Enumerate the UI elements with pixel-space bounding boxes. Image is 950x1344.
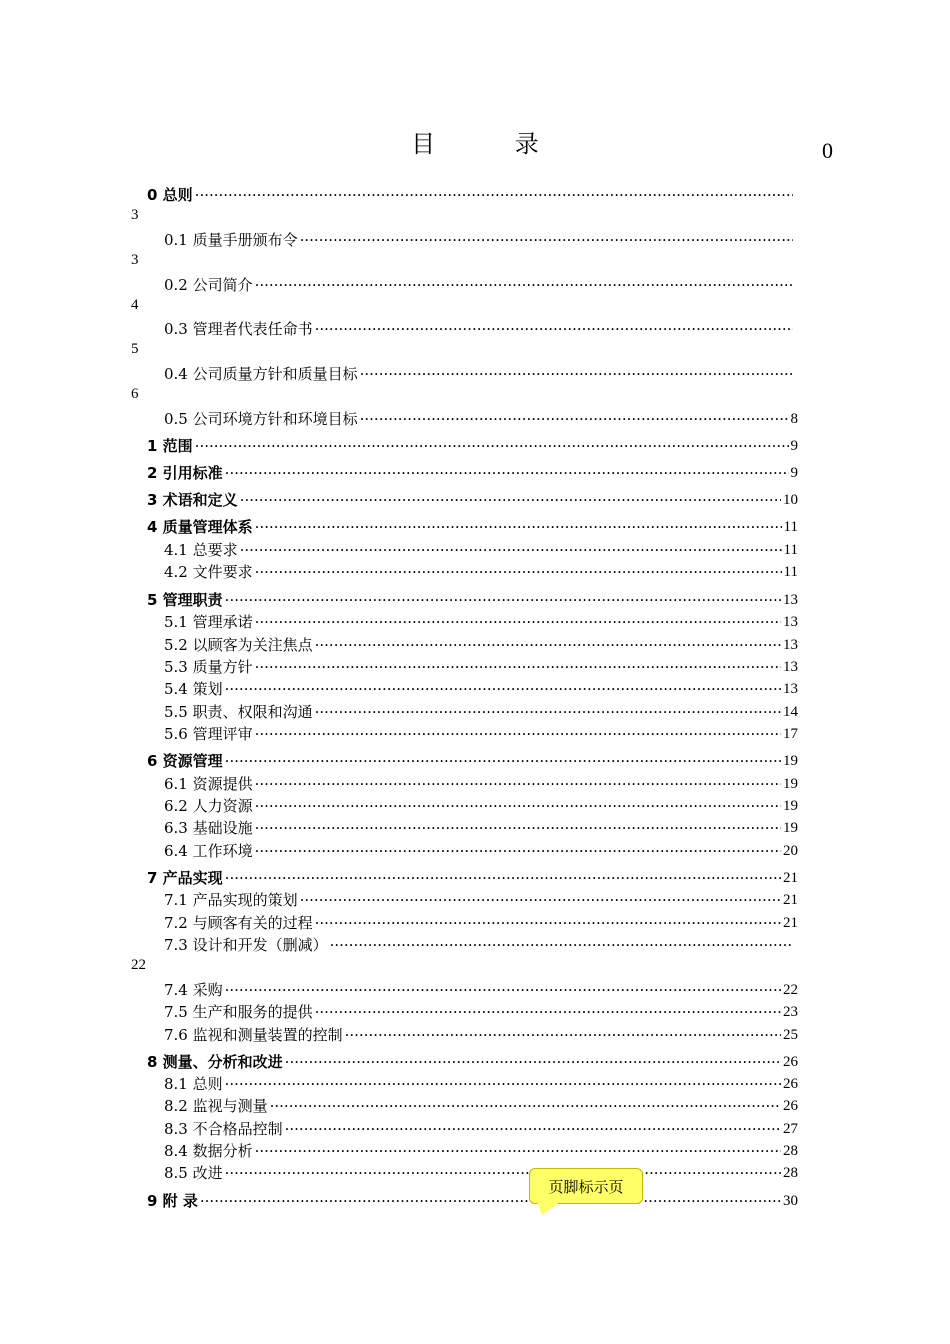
toc-dot-leader bbox=[255, 275, 793, 295]
toc-entry[interactable] bbox=[164, 1074, 798, 1094]
toc-entry-page: 3 bbox=[131, 207, 139, 223]
toc-entry-page: 11 bbox=[783, 542, 798, 558]
toc-entry[interactable] bbox=[164, 230, 795, 250]
toc-entry-label: 0.5 公司环境方针和环境目标 bbox=[164, 410, 358, 428]
toc-dot-leader bbox=[360, 364, 793, 384]
toc-entry[interactable] bbox=[164, 612, 798, 632]
toc-entry-page: 19 bbox=[783, 798, 798, 814]
toc-entry-label: 3 术语和定义 bbox=[147, 491, 238, 509]
toc-dot-leader bbox=[240, 540, 782, 560]
toc-entry-page: 13 bbox=[783, 637, 798, 653]
toc-entry-label: 7.6 监视和测量装置的控制 bbox=[164, 1026, 343, 1044]
toc-entry[interactable] bbox=[147, 590, 798, 610]
toc-dot-leader bbox=[200, 1191, 781, 1211]
toc-entry[interactable] bbox=[164, 1002, 798, 1022]
toc-entry[interactable] bbox=[164, 774, 798, 794]
toc-entry-page: 13 bbox=[783, 659, 798, 675]
toc-entry-page: 17 bbox=[783, 726, 798, 742]
toc-dot-leader bbox=[315, 319, 793, 339]
toc-entry[interactable] bbox=[164, 818, 798, 838]
toc-dot-leader bbox=[255, 1141, 781, 1161]
toc-dot-leader bbox=[240, 490, 781, 510]
toc-entry[interactable] bbox=[164, 1096, 798, 1116]
toc-entry[interactable] bbox=[164, 409, 798, 429]
toc-entry-label: 8.4 数据分析 bbox=[164, 1142, 253, 1160]
toc-entry[interactable] bbox=[147, 517, 798, 537]
toc-entry-page: 8 bbox=[790, 411, 798, 427]
toc-dot-leader bbox=[225, 751, 781, 771]
toc-entry[interactable] bbox=[164, 562, 798, 582]
toc-entry-label: 6 资源管理 bbox=[147, 752, 223, 770]
toc-entry-label: 0.3 管理者代表任命书 bbox=[164, 320, 313, 338]
toc-entry-label: 7.5 生产和服务的提供 bbox=[164, 1003, 313, 1021]
toc-entry[interactable] bbox=[147, 1191, 798, 1211]
toc-entry-label: 8 测量、分析和改进 bbox=[147, 1053, 283, 1071]
toc-dot-leader bbox=[285, 1119, 781, 1139]
toc-entry[interactable] bbox=[164, 635, 798, 655]
toc-entry-label: 4 质量管理体系 bbox=[147, 518, 253, 536]
toc-entry-label: 6.1 资源提供 bbox=[164, 775, 253, 793]
toc-entry-label: 8.1 总则 bbox=[164, 1075, 223, 1093]
toc-entry-page: 9 bbox=[790, 465, 798, 481]
toc-dot-leader bbox=[195, 436, 789, 456]
toc-entry[interactable] bbox=[164, 319, 795, 339]
toc-dot-leader bbox=[345, 1025, 781, 1045]
toc-dot-leader bbox=[300, 890, 781, 910]
toc-entry[interactable] bbox=[147, 463, 798, 483]
toc-entry[interactable] bbox=[164, 1119, 798, 1139]
callout-tail bbox=[536, 1199, 564, 1215]
toc-entry-label: 7.1 产品实现的策划 bbox=[164, 891, 298, 909]
toc-dot-leader bbox=[300, 230, 793, 250]
toc-entry-page: 28 bbox=[783, 1143, 798, 1159]
toc-entry-label: 8.2 监视与测量 bbox=[164, 1097, 268, 1115]
toc-dot-leader bbox=[195, 185, 793, 205]
toc-entry[interactable] bbox=[164, 1141, 798, 1161]
toc-entry[interactable] bbox=[147, 1052, 798, 1072]
toc-dot-leader bbox=[225, 980, 781, 1000]
toc-entry-page: 13 bbox=[783, 681, 798, 697]
toc-dot-leader bbox=[315, 635, 781, 655]
toc-entry-page: 19 bbox=[783, 820, 798, 836]
toc-dot-leader bbox=[225, 679, 781, 699]
toc-entry[interactable] bbox=[164, 913, 798, 933]
toc-entry-label: 0.4 公司质量方针和质量目标 bbox=[164, 365, 358, 383]
toc-dot-leader bbox=[255, 796, 781, 816]
toc-dot-leader bbox=[255, 612, 781, 632]
toc-entry-page: 4 bbox=[131, 297, 139, 313]
toc-dot-leader bbox=[315, 1002, 781, 1022]
page-title: 目 录 bbox=[411, 130, 575, 158]
toc-entry-page: 14 bbox=[783, 704, 798, 720]
toc-entry-page: 20 bbox=[783, 843, 798, 859]
toc-entry-page: 28 bbox=[783, 1165, 798, 1181]
toc-entry-page: 13 bbox=[783, 592, 798, 608]
toc-dot-leader bbox=[255, 818, 781, 838]
toc-entry-label: 0.1 质量手册颁布令 bbox=[164, 231, 298, 249]
toc-dot-leader bbox=[330, 935, 793, 955]
toc-dot-leader bbox=[225, 1163, 781, 1183]
toc-entry[interactable] bbox=[164, 679, 798, 699]
toc-dot-leader bbox=[255, 774, 781, 794]
toc-entry[interactable] bbox=[147, 490, 798, 510]
toc-dot-leader bbox=[315, 913, 781, 933]
toc-entry[interactable] bbox=[147, 185, 795, 205]
toc-entry-label: 7 产品实现 bbox=[147, 869, 223, 887]
toc-entry[interactable] bbox=[164, 841, 798, 861]
toc-entry-label: 5 管理职责 bbox=[147, 591, 223, 609]
toc-entry-label: 0.2 公司简介 bbox=[164, 276, 253, 294]
toc-entry-page: 25 bbox=[783, 1027, 798, 1043]
toc-entry-label: 5.4 策划 bbox=[164, 680, 223, 698]
toc-entry[interactable] bbox=[164, 364, 795, 384]
toc-dot-leader bbox=[255, 517, 782, 537]
toc-entry[interactable] bbox=[164, 935, 795, 955]
toc-entry[interactable] bbox=[147, 868, 798, 888]
toc-entry-label: 7.4 采购 bbox=[164, 981, 223, 999]
toc-entry-page: 23 bbox=[783, 1004, 798, 1020]
page-number: 0 bbox=[822, 138, 833, 163]
toc-entry-label: 5.3 质量方针 bbox=[164, 658, 253, 676]
toc-entry-page: 19 bbox=[783, 776, 798, 792]
toc-entry-label: 7.3 设计和开发（删减） bbox=[164, 936, 328, 954]
toc-entry-page: 30 bbox=[783, 1193, 798, 1209]
toc-dot-leader bbox=[225, 868, 781, 888]
toc-entry[interactable] bbox=[164, 1025, 798, 1045]
toc-entry[interactable] bbox=[164, 890, 798, 910]
toc-entry[interactable] bbox=[164, 980, 798, 1000]
toc-entry-label: 0 总则 bbox=[147, 186, 193, 204]
toc-entry-page: 6 bbox=[131, 386, 139, 402]
toc-dot-leader bbox=[315, 702, 781, 722]
footer-callout: 页脚标示页 bbox=[529, 1168, 643, 1204]
toc-entry-label: 5.6 管理评审 bbox=[164, 725, 253, 743]
toc-entry-label: 4.2 文件要求 bbox=[164, 563, 253, 581]
toc-entry-page: 21 bbox=[783, 915, 798, 931]
toc-entry[interactable] bbox=[164, 657, 798, 677]
toc-entry[interactable] bbox=[147, 751, 798, 771]
toc-entry-page: 11 bbox=[783, 519, 798, 535]
toc-entry[interactable] bbox=[164, 702, 798, 722]
toc-entry-page: 9 bbox=[790, 438, 798, 454]
toc-entry-page: 10 bbox=[783, 492, 798, 508]
toc-entry-label: 5.5 职责、权限和沟通 bbox=[164, 703, 313, 721]
toc-entry-page: 26 bbox=[783, 1098, 798, 1114]
toc-entry-label: 2 引用标准 bbox=[147, 464, 223, 482]
toc-entry-label: 6.2 人力资源 bbox=[164, 797, 253, 815]
toc-entry-page: 22 bbox=[131, 957, 146, 973]
toc-entry-page: 21 bbox=[783, 892, 798, 908]
toc-dot-leader bbox=[225, 1074, 781, 1094]
toc-dot-leader bbox=[360, 409, 789, 429]
toc-entry-page: 13 bbox=[783, 614, 798, 630]
toc-entry-label: 6.4 工作环境 bbox=[164, 842, 253, 860]
toc-entry-page: 27 bbox=[783, 1121, 798, 1137]
toc-entry[interactable] bbox=[164, 724, 798, 744]
toc-entry-page: 22 bbox=[783, 982, 798, 998]
toc-entry-page: 5 bbox=[131, 341, 139, 357]
toc-entry-label: 8.5 改进 bbox=[164, 1164, 223, 1182]
toc-entry[interactable] bbox=[164, 275, 795, 295]
toc-dot-leader bbox=[255, 657, 781, 677]
toc-entry[interactable] bbox=[164, 540, 798, 560]
toc-dot-leader bbox=[225, 590, 781, 610]
toc-entry[interactable] bbox=[164, 796, 798, 816]
toc-entry-label: 5.2 以顾客为关注焦点 bbox=[164, 636, 313, 654]
toc-dot-leader bbox=[270, 1096, 781, 1116]
toc-entry-page: 11 bbox=[783, 564, 798, 580]
toc-entry-label: 5.1 管理承诺 bbox=[164, 613, 253, 631]
toc-entry-page: 19 bbox=[783, 753, 798, 769]
toc-entry-page: 26 bbox=[783, 1054, 798, 1070]
toc-dot-leader bbox=[255, 724, 781, 744]
toc-entry-page: 3 bbox=[131, 252, 139, 268]
toc-entry-label: 9 附 录 bbox=[147, 1192, 198, 1210]
toc-dot-leader bbox=[255, 562, 782, 582]
toc-entry-label: 6.3 基础设施 bbox=[164, 819, 253, 837]
toc-entry-page: 21 bbox=[783, 870, 798, 886]
toc-entry-label: 4.1 总要求 bbox=[164, 541, 238, 559]
toc-dot-leader bbox=[255, 841, 781, 861]
toc-entry-page: 26 bbox=[783, 1076, 798, 1092]
toc-entry[interactable] bbox=[147, 436, 798, 456]
toc-entry-label: 8.3 不合格品控制 bbox=[164, 1120, 283, 1138]
toc-entry[interactable] bbox=[164, 1163, 798, 1183]
toc-entry-label: 1 范围 bbox=[147, 437, 193, 455]
toc-entry-label: 7.2 与顾客有关的过程 bbox=[164, 914, 313, 932]
toc-dot-leader bbox=[225, 463, 789, 483]
toc-dot-leader bbox=[285, 1052, 781, 1072]
